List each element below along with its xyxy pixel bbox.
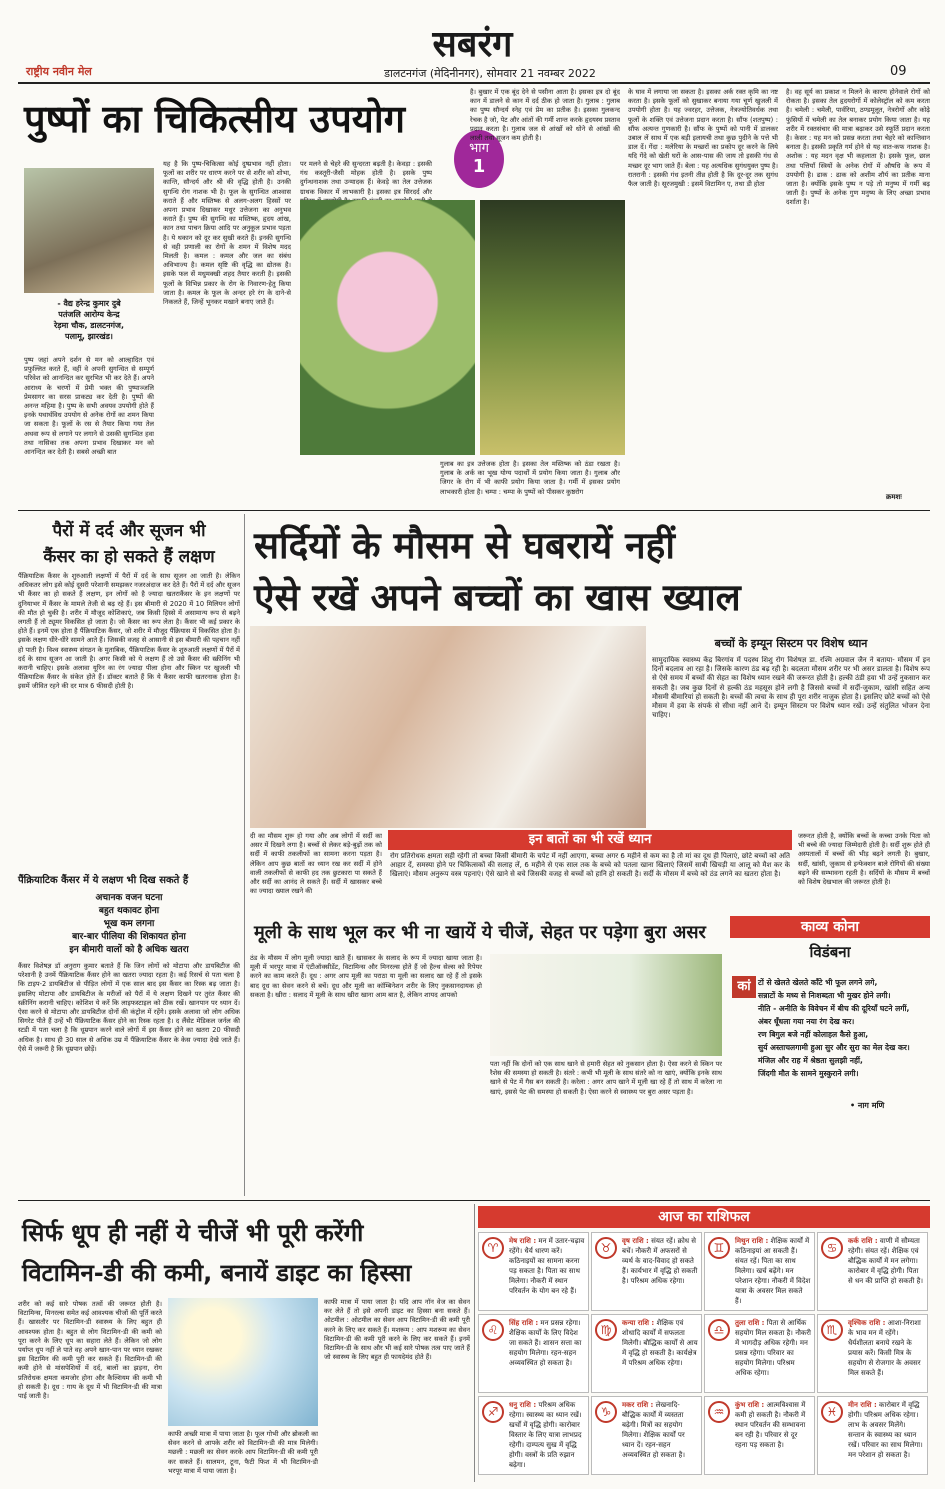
vitamin-col3: काफी मात्रा में पाया जाता है। यदि आप नॉन वेज का सेवन कर लेते हैं तो इसे अपनी डाइट का हिस्सा बना सकते हैं। ओटमील : ओटमील का सेवन आप विटामिन-डी की कमी पूरी करने के लिए कर सकते हैं। मशरूम : आप मशरूम का सेवन विटामिन-डी की कमी पूरी करने के लिए कर सकते हैं। इनमें विटामिन-डी के साथ और भी कई सारे पोषक तत्व पाए जाते हैं जो स्वास्थ्य के लिए बहुत ही फायदेमंद होते हैं। [324, 1298, 470, 1362]
cancer-body-2: कैंसर विशेषज्ञ डॉ अनुराग कुमार बताते हैं कि जिन लोगों को मोटापा और डायबिटीज की परेशानी है उनमें पैंक्रियाटिक कैंसर होने का खतरा ज्यादा रहता है। कई रिसर्च से पता चला है कि टाइप-2 डायबिटीज से पीड़ित लोगों में एक साल बाद इस कैंसर का रिस्क बढ़ जाता है। इसलिए मोटापा और डायबिटीज के मरीजों को पैरों में ये लक्षण दिखने पर तुरंत कैंसर की स्क्रीनिंग करानी चाहिए। कोशिश ये करें कि लाइफस्टाइल को ठीक रखें। खानपान पर ध्यान दें। ऐसा करने से मोटापा और डायबिटीज दोनों की कंट्रोल में रहेंगे। इसके अलावा जो लोग अधिक सिगरेट पीते हैं उन्हें भी पैंक्रियाटिक कैंसर होने का रिस्क रहता है। द लैंसेट मेडिकल जर्नल की स्टडी में पता चला है कि धूम्रपान करने वाले लोगों में इस कैंसर होने का खतरा 20 फीसदी अधिक है। साथ ही 30 साल से अधिक उम्र में पैंक्रियाटिक कैंसर के केस ज्यादा देखे जाते हैं। ऐसे में जरूरी है कि धूम्रपान छोड़ें। [18, 962, 240, 1053]
winter-headline-1: सर्दियों के मौसम से घबरायें नहीं [254, 524, 675, 567]
poem-line: सुर्य अस्ताचलगामी हुआ सुर और सुरा का मेल देख कर। [758, 1043, 910, 1052]
rashi-cell [591, 1314, 702, 1393]
part-badge-number: 1 [472, 156, 486, 177]
rashi-name: वृश्चिक राशि : [848, 1319, 886, 1327]
rule-1 [18, 510, 930, 511]
story-flowers [18, 88, 930, 508]
rashi-text [509, 1318, 585, 1368]
story-winter [250, 514, 930, 914]
rashi-name: कर्क राशि : [848, 1237, 878, 1245]
rashi-text [622, 1318, 698, 1368]
poem-line: टों से खेलते खेलते काँटे भी फूल लगने लगे, [758, 978, 878, 987]
poem-line: जिंदगी मौत के सामने मुस्कुराने लगी। [758, 1069, 859, 1078]
story-vitamin-d [18, 1204, 470, 1484]
author-name: - वैद्य हरेन्द्र कुमार दुबे [57, 299, 121, 308]
rashi-text [735, 1318, 811, 1378]
symptom-item: इन बीमारी वालों को है अधिक खतरा [69, 945, 189, 955]
rashi-prediction: शैक्षिक कार्यों में कठिनाइयां आ सकती हैं। संयत रहें। पिता का साथ मिलेगा। खर्च बढ़ेंगे। मन परेशान रहेगा। नौकरी में विदेश यात्रा के अवसर मिल सकते हैं। [735, 1237, 811, 1305]
cancer-body: पैंक्रियाटिक कैंसर के शुरुआती लक्षणों में पैरों में दर्द के साथ सूजन आ जाती है। लेकिन अधिकतर लोग इसे कोई दूसरी परेशानी समझकर नजरअंदाज कर देते हैं। पैरों में दर्द और सूजन भी कैंसर का हो सकते हैं लक्षण, इन लोगों को है ज्यादा खतराकैंसर के इन लक्षणों पर दुनियाभर में कैंसर के मामले तेजी से बढ़ रहे हैं। इस बीमारी से 2020 में 10 मिलियन लोगों की मौत हो चुकी है। शरीर में मौजूद कोशिकाएं, जब किसी हिस्से में असामान्य रूप से बढ़ने लगती हैं तो ट्यूमर विकसित हो जाता है। जो कैंसर का रूप लेता है। कैंसर भी कई प्रकार के होते हैं। इनमें एक होता है पैंक्रियाटिक कैंसर, जो शरीर में मौजूद पैंक्रियास में विकसित होता है। इसके लक्षण धीरे-धीरे सामने आते हैं। जिसकी वजह से आसानी से इस बीमारी की पहचान नहीं हो पाती है। विश्व स्वास्थ्य संगठन के मुताबिक, पैंक्रियाटिक कैंसर के शुरुआती लक्षणों में पैरों में दर्द के साथ सूजन आ जाती है। अगर किसी को ये लक्षण हैं तो उसे कैंसर की स्क्रीनिंग भी करानी चाहिए। इसके अलावा यूरिन का रंग ज्यादा पीला होना और स्किन पर खुजली भी पैंक्रियाटिक कैंसर के संकेत होते हैं। डॉक्टर बताते हैं कि ये कैंसर काफी खतरनाक होता है। इसमें जीवित रहने की दर मात्र 6 फीसदी होती है। [18, 572, 240, 691]
rashi-prediction: मन में उतार-चढ़ाव रहेंगे। धैर्य धारण करें। कठिनाइयों का सामना करना पड़ सकता है। पिता का साथ मिलेगा। नौकरी में स्थान परिवर्तन के योग बन रहे हैं। [509, 1237, 585, 1295]
cancer-headline-1: पैरों में दर्द और सूजन भी [52, 521, 206, 541]
winter-col-right: जरूरत होती है, क्योंकि बच्चों के कच्चा उनके पिता को भी बच्चे की ज्यादा जिम्मेदारी होती है। सर्दी शुरू होते ही अस्पतालों में बच्चों की भीड़ बढ़ने लगती है। बुखार, सर्दी, खांसी, जुकाम से इन्फेक्शन बाले रोगियों की संख्या बढ़ने की सम्भावना रहती है। सर्दियों के मौसम में बच्चों को विशेष देखभाल की जरूरत होती है। [798, 832, 930, 887]
masthead-rule [18, 82, 930, 84]
flowers-col4: गुलाब का इत्र उत्तेजक होता है। इसका तेल मस्तिष्क को ठंडा रखता है। गुलाब के अर्क का भूख योग्य पदार्थों में प्रयोग किया जाता है। गुलाब और जिगर के रोग में भी काफी प्रयोग किया जाता है। गर्मी में इसका प्रयोग लाभकारी होता है। चम्पा : चम्पा के पुष्पों को पीसकर कुष्ठरोग [440, 460, 620, 496]
rashi-text [848, 1236, 924, 1286]
divider-v2 [474, 1204, 475, 1482]
rashi-text [509, 1236, 585, 1296]
rashi-cell [478, 1232, 589, 1311]
rashi-prediction: संयत रहें। क्रोध से बचें। नौकरी में अफसरों से व्यर्थ के वाद-विवाद हो सकते हैं। कार्यभार में वृद्धि हो सकती है। परिश्रम अधिक रहेगा। [622, 1237, 698, 1285]
rashi-name: वृष राशि : [622, 1237, 649, 1245]
poet-name: • नाग मणि [850, 1101, 885, 1110]
zodiac-icon: ♑ [595, 1401, 617, 1423]
author-city: पलामू, झारखंड। [65, 332, 113, 341]
flowers-col5: के घाव में लगाया जा सकता है। इसका अर्क रक्त कृमि का नष्ट करता है। इसके फूलों को सुखाकर बनाया गया चूर्ण खुजली में उपयोगी होता है। यह ज्वरहर, उत्तेजक, नेत्रज्योतिवर्धक तथा फूलों के शक्ति एवं उत्तेजना प्रदान करता है। सौंफ (शतपुष्प) : सौंफ अत्यन्त गुणकारी है। सौंफ के पुष्पों को पानी में डालकर उबाल लें साथ में एक बड़ी इलायची तथा कुछ पुदीने के पत्ते भी डाल दें। गेंदा : मलेरिया के मच्छरों का प्रकोप दूर करने के लिये यदि गेंदे को खेती घरों के आस-पास की जाय तो इसकी गंध से मच्छर दूर भाग जाते हैं। बेला : यह अत्यधिक सुगंधयुक्त पुष्प है। रातरानी : इसकी गंध इतनी तीव्र होती है कि दूर-दूर तक सुगंध फैल जाती है। सूरजमुखी : इसमें विटामिन ए, तथा डी होता [628, 88, 778, 189]
dateline: डालटनगंज (मेदिनीनगर), सोमवार 21 नवम्बर 2022 [384, 67, 596, 80]
flowers-headline: पुष्पों का चिकित्सीय उपयोग [24, 97, 406, 141]
radish-image [490, 954, 722, 1056]
zodiac-icon: ♐ [482, 1401, 504, 1423]
symptom-item: भूख कम लगना [103, 919, 155, 929]
rashi-name: सिंह राशि : [509, 1319, 539, 1327]
zodiac-icon: ♓ [821, 1401, 843, 1423]
symptom-item: अचानक वजन घटना [95, 893, 163, 903]
rashi-name: तुला राशि : [735, 1319, 765, 1327]
poetry-box [730, 914, 930, 1198]
rashi-prediction: आत्मविश्वास में कमी हो सकती है। नौकरी में स्थान परिवर्तन की सम्भावना बन रही है। परिवार से दूर रहना पड़ सकता है। [735, 1401, 806, 1449]
rashi-text [622, 1400, 698, 1460]
flowers-kramash: क्रमशः [886, 493, 902, 501]
dhyan-headline: इन बातों का भी रखें ध्यान [388, 830, 792, 850]
masthead [0, 0, 945, 82]
symptom-item: बहुत थकावट होना [98, 906, 160, 916]
rashifal [478, 1204, 930, 1484]
author-address: रेड़मा चौक, डालटनगंज, [53, 321, 125, 330]
story-cancer [18, 514, 240, 1204]
rashifal-title: आज का राशिफल [478, 1206, 930, 1228]
paper-name: राष्ट्रीय नवीन मेल [26, 65, 92, 78]
rashi-cell [817, 1396, 928, 1475]
poem-lines [758, 976, 930, 1080]
zodiac-icon: ♏ [821, 1319, 843, 1341]
rashi-name: कन्या राशि : [622, 1319, 655, 1327]
rashi-name: मेष राशि : [509, 1237, 537, 1245]
poem-line: रण बिगुल बजे नहीं कोलाहल कैसे हुआ, [758, 1030, 869, 1039]
zodiac-icon: ♊ [708, 1237, 730, 1259]
page-number: 09 [890, 64, 907, 79]
rashi-name: मीन राशि : [848, 1401, 877, 1409]
winter-body: सामुदायिक स्वास्थ्य केंद्र बिरगांव में पदस्थ शिशु रोग विशेषज्ञ डा. रश्मि अग्रवाल जैन ने बताया- मौसम में इन दिनों बदलाव आ रहा है। जिसके कारण ठंड बढ़ रही है। बदलता मौसम शरीर पर भी असर डालता है। विशेष रूप से ऐसे समय में बच्चों की सेहत का विशेष ध्यान रखने की जरूरत होती है। हल्की ठंडी हवा भी उन्हें नुकसान कर सकती है। जब कुछ दिनों से हल्की ठंड महसूस होने लगी है जिससे बच्चों में सर्दी-जुकाम, खांसी सहित अन्य मौसमी बीमारियां हो सकती है। बच्चों की त्वचा के साथ ही पूरा शरीर नाजुक होता है। इसलिए छोटे बच्चों को ऐसे मौसम में हवा के संपर्क से सीधा नहीं आने दें। इम्यून सिस्टम पर विशेष ध्यान रखें। उन्हें संतुलित भोजन देना चाहिए। [652, 656, 930, 720]
symptom-item: बार-बार पीलिया की शिकायत होना [72, 932, 186, 942]
vitamin-headline-2: विटामिन-डी की कमी, बनायें डाइट का हिस्सा [22, 1259, 412, 1287]
flowers-col3: पर मलने से चेहरे की सुन्दरता बढ़ती है। केवड़ा : इसकी गंध कस्तूरी-जैसी मोहक होती है। इसके पुष्प दुर्गन्धनाशक तथा उन्मादक हैं। केवड़े का तेल उत्तेजक ग्राथक विकार में लाभकारी है। इसका इत्र सिरदर्द और [300, 160, 432, 196]
zodiac-icon: ♍ [595, 1319, 617, 1341]
vitamin-col1: शरीर को कई सारे पोषक तत्वों की जरूरत होती है। विटामिन्स, मिनरल्स समेत कई आवश्यक चीजों की पूर्ति करते हैं। खासतौर पर विटामिन-डी स्वास्थ्य के लिए बहुत ही आवश्यक होता है। बहुत से लोग विटामिन-डी की कमी को पूरा करने के लिए धूप का सहारा लेते हैं। लेकिन जो लोग पर्याप्त धूप नहीं ले पाते वह अपने खान-पान पर ध्यान रखकर इस विटामिन की कमी पूरी कर सकते हैं। विटामिन-डी की कमी होने से मांसपेशियों में दर्द, बालों का झड़ना, रोग प्रतिरोधक क्षमता कमजोर होना और कैल्शियम की कमी भी हो सकती है। दूध : गाय के दूध में भी विटामिन-डी की मात्रा पाई जाती है। [18, 1300, 162, 1401]
vitamin-col2: काफी अच्छी मात्रा में पाया जाता है। फूल गोभी और ब्रोकली का सेवन करने से आपके शरीर को विटामिन-डी की मात्र मिलेगी। मछली : मछली का सेवन करके आप विटामिन-डी की कमी पूरी कर सकते हैं। सालमन, टूना, फैटी फिश में भी विटामिन-डी भरपूर मात्रा में पाया जाता है। [168, 1430, 318, 1475]
rashi-prediction: शैक्षिक एवं शोधादि कार्यों में सफलता मिलेगी। बौद्धिक कार्यों से आय में वृद्धि हो सकती है। कार्यक्षेत्र में परिश्रम अधिक रहेगा। [622, 1319, 698, 1367]
poem-line: मंजिल और राह में श्रेष्ठता सुलझी नहीं, [758, 1056, 863, 1065]
winter-col-left: दी का मौसम शुरू हो गया और अब लोगों में सर्दी का असर में दिखने लगा है। बच्चों से लेकर बड़े-बुढ़ों तक को सर्दी में काफी तकलीफों का सामना करना पड़ता है। लेकिन आप कुछ बातों का ध्यान रख कर सर्दी में होने वाली तकलीफों से काफी हद तक छुटकारा पा सकते हैं और सर्दी का आनंद ले सकते हैं। सर्दी में खासकर बच्चे का ज्यादा ख्याल रखने की [250, 832, 382, 896]
author-org: पतंजलि आरोग्य केन्द्र [58, 310, 120, 319]
rashi-text [735, 1400, 811, 1450]
rashi-cell [478, 1314, 589, 1393]
part-badge-label: भाग [469, 141, 489, 156]
rashi-cell [591, 1396, 702, 1475]
flowers-col4-top: है। बुखार में एक बूंद देने से पसीना आता है। इसका इत्र दो बूंद कान में डालने से कान में दर्द ठीक हो जाता है। गुलाब : गुलाब का पुष्प सौन्दर्य स्नेह एवं प्रेम का प्रतीक है। इसका गुलकन्द रेचक है जो, पेट और आंतों की गर्मी शान्त करके हृदयस्थ प्रस्ताव प्रदान करता है। गुलाब जल से आंखों को धोने से आंखों की लाली तथा सूजन कम होती है। [470, 88, 620, 143]
rashi-text [622, 1236, 698, 1286]
mother-child-image [250, 626, 646, 828]
flowers-col6: है। वह सूर्य का प्रकाश न मिलने के कारण होनेवाले रोगों को रोकता है। इसका तेल हृदयरोगों में कोलेस्ट्रॉल को कम करता है। चमेली : चमेली, पार्वरिया, ठण्डमूलूत, नेत्ररोगों और कोढ़े फुंसियों में चमेली का तेल बनाकर प्रयोग किया जाता है। यह शरीर में रक्तसंचार की मात्रा बढ़ाकर उसे स्फूर्ति प्रदान करता है। केसर : यह मन को प्रसन्न करता तथा चेहरे को कान्तिवान बनाता है। इसकी प्रकृति गर्म होने से यह वात-कफ नाशक है। अशोक : यह मदन वृक्ष भी कहलाता है। इसके फूल, छाल तथा पत्तियाँ स्त्रियों के अनेक रोगों में औषधि के रूप में उपयोगी है। ढाक : ढाक को अशीम शौर्य का प्रतीक माना जाता है। क्योंकि इसके पुष्प न पड़े तो मनुष्य में गर्मी बढ़ जाती है। पुष्पों के अनेक गुण मनुष्य के लिए अच्छा प्रभाव दर्शाता है। [786, 88, 930, 207]
flowers-intro: पुष्प जहां अपने दर्शन से मन को आल्हादित एवं प्रफुल्लित करते हैं, वहीं वे अपनी सुगन्धित से सम्पूर्ण परिवेश को आनन्दित कर सुरभित भी कर देते हैं। अपने आराध्य के चरणों में प्रेमी भक्त की पुष्पाञ्जलि प्रेमसागर का सरस प्राकट्य कर देती है। पुष्पों की अनन्त महिमा है। पुष्प के सभी अवयव उपयोगी होते हैं इनके यथार्थविध उपयोग से अनेक रोगों का शमन किया जा सकता है। फूलों के रस से तैयार किया गया तेल अथवा रूप से लगाने पर लगाने से उसकी सुगन्धित हवा तथा नासिका तक अपना प्रभाव दिखाकर मन को आनन्दित कर देती है। सबसे अच्छी बात [24, 356, 154, 457]
symptom-list [18, 892, 240, 957]
zodiac-icon: ♎ [708, 1319, 730, 1341]
radish-headline: मूली के साथ भूल कर भी ना खायें ये चीजें, सेहत पर पड़ेगा बुरा असर [254, 922, 706, 943]
poem-dropcap: कां [732, 976, 756, 998]
rashi-name: धनु राशि : [509, 1401, 537, 1409]
rashi-prediction: कारोबार में वृद्धि होगी। परिश्रम अधिक रहेगा। लाभ के अवसर मिलेंगे। सन्तान के स्वास्थ्य का ध्यान रखें। परिवार का साथ मिलेगा। मन परेशान हो सकता है। [848, 1401, 923, 1459]
zodiac-icon: ♈ [482, 1237, 504, 1259]
rashi-name: मकर राशि : [622, 1401, 654, 1409]
rashi-prediction: लेखनादि-बौद्धिक कार्यों में व्यस्तता बढ़ेगी। मित्रों का सहयोग मिलेगा। शैक्षिक कार्यों पर ध्यान दें। रहन-सहन अव्यवस्थित हो सकता है। [622, 1401, 686, 1459]
rashi-cell [704, 1396, 815, 1475]
poem-line: अंबर धूँधला गया नया रंग देख कर। [758, 1017, 855, 1026]
rashi-cell [817, 1232, 928, 1311]
cancer-headline-2: कैंसर का हो सकते हैं लक्षण [43, 547, 215, 567]
poem-title: विडंबना [809, 943, 851, 961]
rashi-cell [817, 1314, 928, 1393]
zodiac-icon: ♉ [595, 1237, 617, 1259]
rashi-cell [591, 1232, 702, 1311]
rashi-cell [704, 1232, 815, 1311]
rashi-cell [478, 1396, 589, 1475]
sunlight-image [168, 1298, 318, 1426]
story-radish [250, 914, 726, 1198]
rule-2 [18, 1200, 930, 1201]
zodiac-icon: ♋ [821, 1237, 843, 1259]
author-credit [24, 298, 154, 342]
rashi-prediction: पिता से आर्थिक सहयोग मिल सकता है। नौकरी में भागदौड़ अधिक रहेगी। मन प्रसन्न रहेगा। परिवार का सहयोग मिलेगा। परिश्रम अधिक रहेगा। [735, 1319, 811, 1377]
rashi-text [735, 1236, 811, 1306]
rashi-cell [704, 1314, 815, 1393]
radish-col1: ठंड के मौसम में लोग मूली ज्यादा खाते हैं। खासकर के सलाद के रूप में ज्यादा खाया जाता है। मूली में भरपूर मात्रा में एंटीऑक्सीडेंट, विटामिन्स और मिनरल्स होते हैं जो हैल्थ सेल्स को रिपेयर करने का काम करते हैं। दूध : अगर आप मूली का पराठा या मूली का सलाद खा रहे हैं तो इसके बाद दूध का सेवन करने से बचें। दूध और मूली का कॉम्बिनेशन शरीर के लिए नुकसानदायक हो सकता है। खीरा : सलाद में मूली के साथ खीरा खाना आम बात है, लेकिन शायद आपको [250, 954, 482, 999]
rashi-name: कुंभ राशि : [735, 1401, 765, 1409]
poetry-box-title: काव्य कोना [730, 916, 930, 938]
rashi-grid [478, 1232, 930, 1482]
poem-line: सन्नाटों के मध्य से निःशब्दता भी मुखर होने लगी। [758, 991, 891, 1000]
vitamin-headline-1: सिर्फ धूप ही नहीं ये चीजें भी पूरी करेंगी [22, 1219, 364, 1247]
rashi-name: मिथुन राशि : [735, 1237, 769, 1245]
plant-image [480, 200, 625, 455]
rashi-prediction: परिश्रम अधिक रहेगा। स्वास्थ्य का ध्यान रखें। खर्चों में वृद्धि होगी। कारोबार विस्तार के लिए यात्रा लाभप्रद रहेगी। दाम्पत्य सुख में वृद्धि होगी। वस्त्रों के प्रति रुझान बढ़ेगा। [509, 1401, 582, 1469]
rashi-prediction: वाणी में सौम्यता रहेगी। संयत रहें। शैक्षिक एवं बौद्धिक कार्यों में मन लगेगा। कारोबार में वृद्धि होगी। पिता से धन की प्राप्ति हो सकती है। [848, 1237, 924, 1285]
poem-line: नीति - अनीति के विवेचन में बीच की दूरियाँ घटने लगीं, [758, 1004, 910, 1013]
zodiac-icon: ♌ [482, 1319, 504, 1341]
winter-subhead: बच्चों के इम्यून सिस्टम पर विशेष ध्यान [714, 637, 868, 650]
zodiac-icon: ♒ [708, 1401, 730, 1423]
section-title: सबरंग [432, 24, 513, 65]
rashi-prediction: मन प्रसन्न रहेगा। शैक्षिक कार्यों के लिए विदेश जा सकते हैं। शासन सत्ता का सहयोग मिलेगा। रहन-सहन अव्यवस्थित हो सकता है। [509, 1319, 582, 1367]
flowers-col2: यह है कि पुष्प-चिकित्सा कोई दुष्प्रभाव नहीं होता। फूलों का शरीर पर धारण करने पर से शरीर को शोभा, कान्ति, सौन्दर्य और श्री की वृद्धि होती है। उनकी सुगन्धि रोग नाशक भी है। फूल के सुगन्धित आश्वास कराते हैं और मस्तिष्क से अलग-अलग हिस्सों पर अपना प्रभाव दिखाकर मधुर उत्तेजना का अनुभव कराते हैं। पुष्प की सुगन्धि का मस्तिष्क, हृदय आंख, कान तथा पाचन क्रिया आदि पर अनुकूल प्रभाव पड़ता है। ये थकान को दूर कर सुखी करते हैं। इनकी सुगन्धि से वही प्रणाली का रोगों के शमन में विशेष मदद मिलती है। कमल : कमल और जल का संबंध अविभाज्य है। कमल सृष्टि की वृद्धि का द्योतक है। इसके फल सें मधुमक्खी शहद तैयार करती है। इसकी फूलों के विभिन्न प्रकार के रोग के निवारण-हेतु किया जाता है। कमल के फूल के अन्दर हरे रंग के दाने-से निकलते हैं, जिन्हें भूनकर मखाने बनाए जाते हैं। [163, 160, 291, 307]
dhyan-body: रोग प्रतिरोधक क्षमता सही रहेगी तो बच्चा किसी बीमारी के चपेट में नहीं आएगा, बच्चा अगर 6 महीने से कम का है तो मां का दूध ही पिलाएं, छोटे बच्चों को अति आहार दें, समस्या होने पर चिकित्सकों की सलाह लें, 6 महीने से एक साल तक के बच्चे को पतला खाना खिलाएं जिसमें साबी खिचड़ी या आलू को मैश कर के खिलाएं। मौसम अनुरूप वस्त्र पहनाएं। ऐसे खाने से बचे जिसकी वजह से बच्चों को हानि हो सकती है। सर्दी के मौसम में बच्चे को ठंड लगने का खतरा होता है। [390, 852, 790, 879]
author-photo [24, 168, 154, 293]
lotus-image [300, 200, 475, 455]
rashi-text [848, 1400, 924, 1460]
dhyan-box [388, 830, 792, 912]
rashi-prediction: आशा-निराशा के भाव मन में रहेंगे। धैर्यशीलता बनाये रखने के प्रयास करें। किसी मित्र के सहयोग से रोजगार के अवसर मिल सकते हैं। [848, 1319, 921, 1377]
rashi-text [848, 1318, 924, 1378]
radish-col2: पता नहीं कि दोनों को एक साथ खाने से हमारी सेहत को नुकसान होता है। ऐसा करने से स्किन पर रैशेस की समस्या हो सकती है। संतरे : कभी भी मूली के साथ संतरे को ना खाएं, क्योंकि इनके साथ खाने से पेट में गैस बन सकती है। करेला : अगर आप खाने में मूली खा रहे हैं तो साथ में करेला ना खाएं, इससे पेट की समस्या हो सकती है। ऐसा करने से स्वास्थ्य पर बुरा असर पड़ता है। [490, 1060, 722, 1096]
cancer-subhead: पैंक्रियाटिक कैंसर में ये लक्षण भी दिख सकते हैं [18, 875, 189, 886]
rashi-text [509, 1400, 585, 1470]
winter-headline-2: ऐसे रखें अपने बच्चों का खास ख्याल [254, 576, 741, 619]
divider-v1 [244, 514, 245, 1196]
